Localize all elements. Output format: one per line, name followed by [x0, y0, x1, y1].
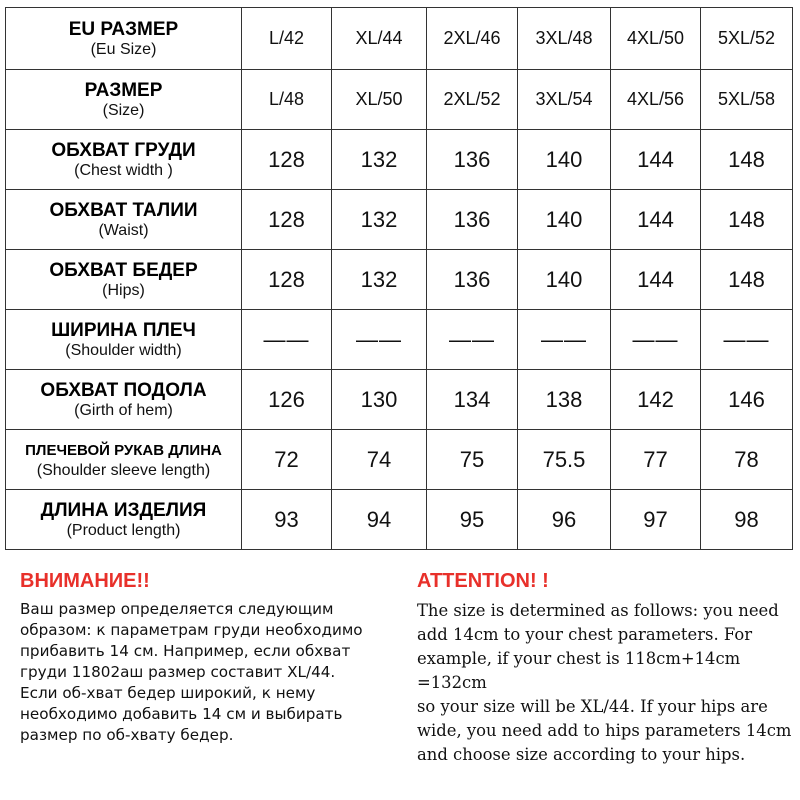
- table-cell: ——: [701, 310, 793, 370]
- note-line: Если об-хват бедер широкий, к нему: [20, 684, 316, 702]
- row-sublabel: (Waist): [98, 221, 149, 239]
- row-sublabel: (Size): [102, 101, 145, 119]
- table-cell: 128: [242, 130, 332, 190]
- table-cell: 136: [427, 130, 518, 190]
- table-cell: 144: [611, 190, 701, 250]
- table-cell: L/48: [242, 70, 332, 130]
- row-label: ШИРИНА ПЛЕЧ: [51, 319, 196, 341]
- note-line: груди 11802аш размер составит XL/44.: [20, 663, 336, 681]
- table-row: [6, 250, 793, 310]
- row-sublabel: (Product length): [66, 521, 181, 539]
- row-label: EU РАЗМЕР: [68, 18, 179, 40]
- row-label-cell: [6, 130, 242, 190]
- row-sublabel: (Eu Size): [90, 40, 157, 58]
- row-sublabel: (Chest width ): [74, 161, 173, 179]
- table-cell: 96: [518, 490, 611, 550]
- table-cell: ——: [427, 310, 518, 370]
- table-row: [6, 8, 793, 70]
- table-row: [6, 190, 793, 250]
- table-cell: 2XL/52: [427, 70, 518, 130]
- table-cell: 144: [611, 250, 701, 310]
- russian-attention-title: ВНИМАНИЕ!!: [20, 570, 150, 592]
- note-line: wide, you need add to hips parameters 14cm: [417, 721, 792, 740]
- table-row: [6, 70, 793, 130]
- table-cell: 4XL/56: [611, 70, 701, 130]
- row-label-cell: [6, 370, 242, 430]
- row-label: ОБХВАТ ТАЛИИ: [49, 199, 198, 221]
- table-cell: L/42: [242, 8, 332, 70]
- row-label: ОБХВАТ БЕДЕР: [49, 259, 198, 281]
- row-label-cell: [6, 190, 242, 250]
- table-cell: ——: [332, 310, 427, 370]
- table-cell: 130: [332, 370, 427, 430]
- table-cell: 140: [518, 250, 611, 310]
- table-cell: 148: [701, 250, 793, 310]
- table-cell: 75: [427, 430, 518, 490]
- english-attention-note: [417, 568, 800, 767]
- table-cell: 132: [332, 130, 427, 190]
- russian-attention-text: [20, 599, 415, 746]
- table-cell: 146: [701, 370, 793, 430]
- table-cell: ——: [242, 310, 332, 370]
- row-label: ОБХВАТ ПОДОЛА: [40, 379, 207, 401]
- row-label-cell: [6, 250, 242, 310]
- note-line: необходимо добавить 14 см и выбирать: [20, 705, 343, 723]
- row-label-cell: [6, 490, 242, 550]
- table-cell: 142: [611, 370, 701, 430]
- note-line: example, if your chest is 118cm+14cm =132cm: [417, 649, 741, 692]
- table-cell: XL/44: [332, 8, 427, 70]
- table-cell: 132: [332, 250, 427, 310]
- table-cell: 2XL/46: [427, 8, 518, 70]
- table-cell: 74: [332, 430, 427, 490]
- table-row: [6, 430, 793, 490]
- note-line: The size is determined as follows: you need: [417, 601, 779, 620]
- note-line: and choose size according to your hips.: [417, 745, 746, 764]
- table-cell: 128: [242, 250, 332, 310]
- russian-attention-note: [20, 568, 415, 746]
- size-chart-table: [5, 7, 793, 550]
- table-cell: 138: [518, 370, 611, 430]
- table-cell: 148: [701, 190, 793, 250]
- row-label: ОБХВАТ ГРУДИ: [51, 139, 196, 161]
- table-cell: 128: [242, 190, 332, 250]
- row-sublabel: (Shoulder sleeve length): [36, 461, 211, 479]
- table-cell: 93: [242, 490, 332, 550]
- table-cell: 3XL/48: [518, 8, 611, 70]
- table-cell: 77: [611, 430, 701, 490]
- table-cell: 4XL/50: [611, 8, 701, 70]
- table-cell: 5XL/58: [701, 70, 793, 130]
- note-line: образом: к параметрам груди необходимо: [20, 621, 363, 639]
- table-cell: 148: [701, 130, 793, 190]
- table-cell: 95: [427, 490, 518, 550]
- row-label-cell: [6, 8, 242, 70]
- row-label-cell: [6, 70, 242, 130]
- table-cell: ——: [611, 310, 701, 370]
- table-cell: 136: [427, 250, 518, 310]
- table-cell: XL/50: [332, 70, 427, 130]
- table-cell: 140: [518, 190, 611, 250]
- table-cell: 78: [701, 430, 793, 490]
- row-sublabel: (Hips): [102, 281, 145, 299]
- table-cell: 94: [332, 490, 427, 550]
- table-cell: 3XL/54: [518, 70, 611, 130]
- table-cell: 134: [427, 370, 518, 430]
- table-cell: 97: [611, 490, 701, 550]
- row-label: РАЗМЕР: [84, 79, 163, 101]
- row-sublabel: (Girth of hem): [74, 401, 173, 419]
- row-label-cell: [6, 430, 242, 490]
- note-line: Ваш размер определяется следующим: [20, 600, 334, 618]
- table-row: [6, 490, 793, 550]
- table-cell: 5XL/52: [701, 8, 793, 70]
- table-cell: 136: [427, 190, 518, 250]
- note-line: so your size will be XL/44. If your hips are: [417, 697, 768, 716]
- table-cell: 140: [518, 130, 611, 190]
- table-row: [6, 370, 793, 430]
- row-sublabel: (Shoulder width): [65, 341, 182, 359]
- row-label: ПЛЕЧЕВОЙ РУКАВ ДЛИНА: [25, 441, 222, 459]
- table-cell: 72: [242, 430, 332, 490]
- table-cell: 98: [701, 490, 793, 550]
- english-attention-title: ATTENTION! !: [417, 570, 549, 592]
- row-label: ДЛИНА ИЗДЕЛИЯ: [40, 499, 207, 521]
- table-cell: 126: [242, 370, 332, 430]
- table-row: [6, 130, 793, 190]
- table-cell: 75.5: [518, 430, 611, 490]
- table-cell: 132: [332, 190, 427, 250]
- table-cell: 144: [611, 130, 701, 190]
- table-row: [6, 310, 793, 370]
- table-cell: ——: [518, 310, 611, 370]
- row-label-cell: [6, 310, 242, 370]
- note-line: add 14cm to your chest parameters. For: [417, 625, 753, 644]
- english-attention-text: [417, 599, 800, 767]
- note-line: прибавить 14 см. Например, если обхват: [20, 642, 351, 660]
- note-line: размер по об-хвату бедер.: [20, 726, 234, 744]
